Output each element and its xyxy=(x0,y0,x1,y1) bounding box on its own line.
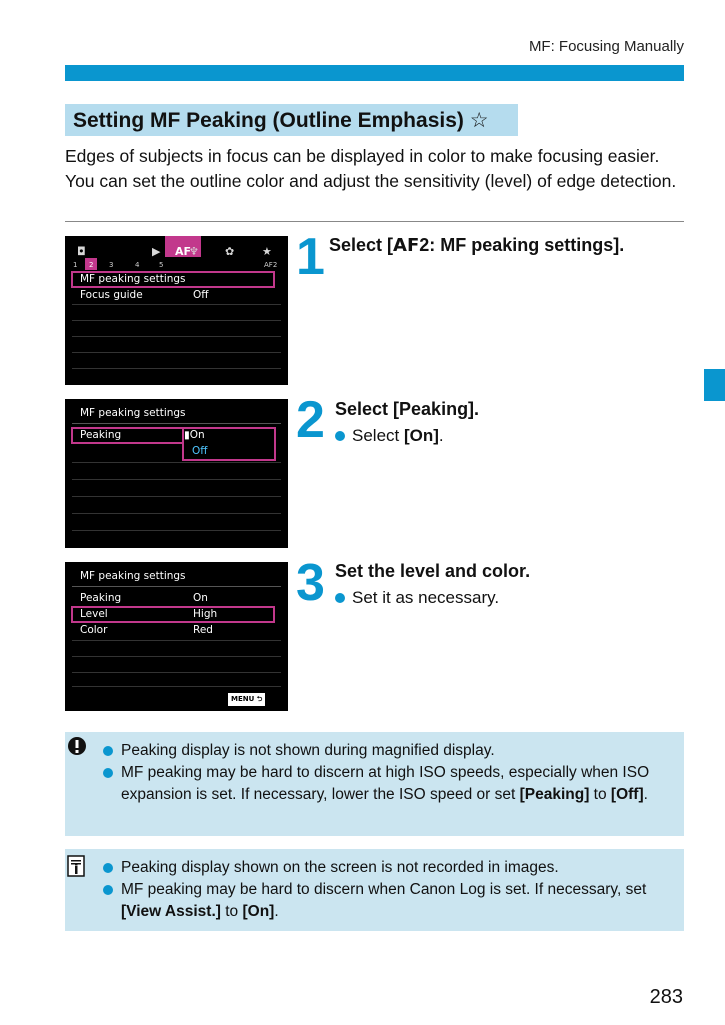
row-divider xyxy=(72,530,281,531)
row-divider xyxy=(72,368,281,369)
menu-button[interactable] xyxy=(228,693,265,706)
page-num-2: 2 xyxy=(89,261,94,269)
caution-item xyxy=(103,740,675,762)
menu-row-label: Peaking xyxy=(80,429,122,441)
menu-row-label: Focus guide xyxy=(80,289,143,301)
wrench-tab-icon: ♆ xyxy=(189,245,199,258)
bullet-dot xyxy=(103,768,113,778)
bullet-text: . xyxy=(438,426,444,445)
bullet-text: Set it as necessary. xyxy=(352,588,500,607)
row-divider xyxy=(72,479,281,480)
menu-row-label: Color xyxy=(80,624,108,636)
step-instruction: Select [Peaking]. xyxy=(335,399,480,419)
page-num-4: 4 xyxy=(135,261,140,269)
row-divider xyxy=(72,320,281,321)
row-divider xyxy=(72,352,281,353)
camera-tab-icon: ◘ xyxy=(77,245,86,258)
step-bullet xyxy=(335,426,444,446)
memo-text-part: MF peaking may be hard to discern when Canon Log is set. If necessary, set xyxy=(121,881,647,898)
intro-paragraph: Edges of subjects in focus can be displayed in color to make focusing easier. You can set the outline color and adjust the sensitivity (level) of edge detection. xyxy=(65,146,677,191)
return-arrow-icon: ⮌ xyxy=(256,695,263,703)
step-number: 1 xyxy=(296,228,325,286)
page-num-5: 5 xyxy=(159,261,164,269)
bullet-text: Select xyxy=(352,426,404,445)
caution-item xyxy=(103,762,675,806)
page-num-1: 1 xyxy=(73,261,78,269)
row-divider xyxy=(72,640,281,641)
row-divider xyxy=(72,656,281,657)
option-off[interactable]: Off xyxy=(192,445,208,457)
row-divider xyxy=(72,423,281,424)
caution-text-part: to xyxy=(589,786,611,803)
playback-tab-icon: ▶ xyxy=(152,245,161,258)
step-number: 2 xyxy=(296,391,325,449)
caution-box xyxy=(65,732,684,836)
section-heading xyxy=(65,104,518,136)
camera-screen-af-menu xyxy=(65,236,288,385)
custom-tab-icon: ✿ xyxy=(225,245,235,258)
row-divider xyxy=(72,304,281,305)
af-icon: AF xyxy=(393,235,420,256)
memo-bold: [On] xyxy=(242,903,275,920)
step-instruction xyxy=(329,235,624,256)
row-divider xyxy=(72,513,281,514)
page-number: 283 xyxy=(649,986,683,1008)
caution-text: Peaking display is not shown during magnified display. xyxy=(121,742,495,759)
row-divider xyxy=(72,686,281,687)
side-index-tab xyxy=(704,369,725,401)
menu-row-label: Peaking xyxy=(80,592,122,604)
memo-bold: [View Assist.] xyxy=(121,903,221,920)
menu-button-label: MENU xyxy=(231,695,255,703)
memo-text: Peaking display shown on the screen is not recorded in images. xyxy=(121,859,559,876)
bullet-dot xyxy=(103,863,113,873)
step-text-part: Select [ xyxy=(329,235,394,255)
menu-row-label: MF peaking settings xyxy=(80,273,186,285)
step-number: 3 xyxy=(296,554,325,612)
section-title: Setting MF Peaking (Outline Emphasis) xyxy=(73,109,464,132)
star-icon: ☆ xyxy=(469,109,489,132)
caution-icon xyxy=(67,736,87,758)
memo-text xyxy=(103,879,675,923)
memo-text-part: . xyxy=(274,903,279,920)
bullet-dot xyxy=(103,746,113,756)
header-bar xyxy=(65,65,684,81)
my-menu-tab-icon: ★ xyxy=(262,245,272,258)
row-divider xyxy=(72,672,281,673)
step-text-part: 2: MF peaking settings]. xyxy=(419,235,625,255)
page-corner-label: AF2 xyxy=(264,261,278,269)
bullet-bold: [On] xyxy=(403,426,439,445)
menu-row-value: Off xyxy=(193,289,209,301)
caution-text-part: . xyxy=(643,786,648,803)
bullet-dot xyxy=(335,593,345,603)
caution-bold: [Peaking] xyxy=(519,786,590,803)
step-instruction: Set the level and color. xyxy=(335,561,531,581)
memo-text-part: to xyxy=(220,903,243,920)
bullet-dot xyxy=(103,885,113,895)
screen-header: MF peaking settings xyxy=(80,407,186,419)
page-num-3: 3 xyxy=(109,261,114,269)
memo-icon xyxy=(67,855,85,877)
row-divider xyxy=(72,462,281,463)
bullet-dot xyxy=(335,431,345,441)
row-divider xyxy=(72,336,281,337)
menu-row-value: High xyxy=(193,608,218,620)
row-divider xyxy=(72,496,281,497)
divider xyxy=(65,221,684,222)
memo-item xyxy=(103,879,675,923)
screen-header: MF peaking settings xyxy=(80,570,186,582)
running-header: MF: Focusing Manually xyxy=(528,38,684,55)
menu-row-label: Level xyxy=(80,608,108,620)
menu-row-value: On xyxy=(193,592,208,604)
camera-screen-level-color xyxy=(65,562,288,711)
caution-text xyxy=(103,762,675,806)
option-on-label: On xyxy=(189,429,205,441)
af-tab-icon: AF xyxy=(175,245,192,258)
menu-row-value: Red xyxy=(193,624,213,636)
option-on[interactable]: ▮On xyxy=(184,429,205,441)
memo-item xyxy=(103,857,675,879)
caution-bold: [Off] xyxy=(610,786,644,803)
memo-box xyxy=(65,849,684,931)
row-divider xyxy=(72,586,281,587)
caution-text-part: MF peaking may be hard to discern at high ISO speeds, especially when ISO expansion is set. If necessary, lower the ISO speed or set xyxy=(121,764,650,803)
camera-screen-peaking xyxy=(65,399,288,548)
step-bullet xyxy=(335,588,499,608)
